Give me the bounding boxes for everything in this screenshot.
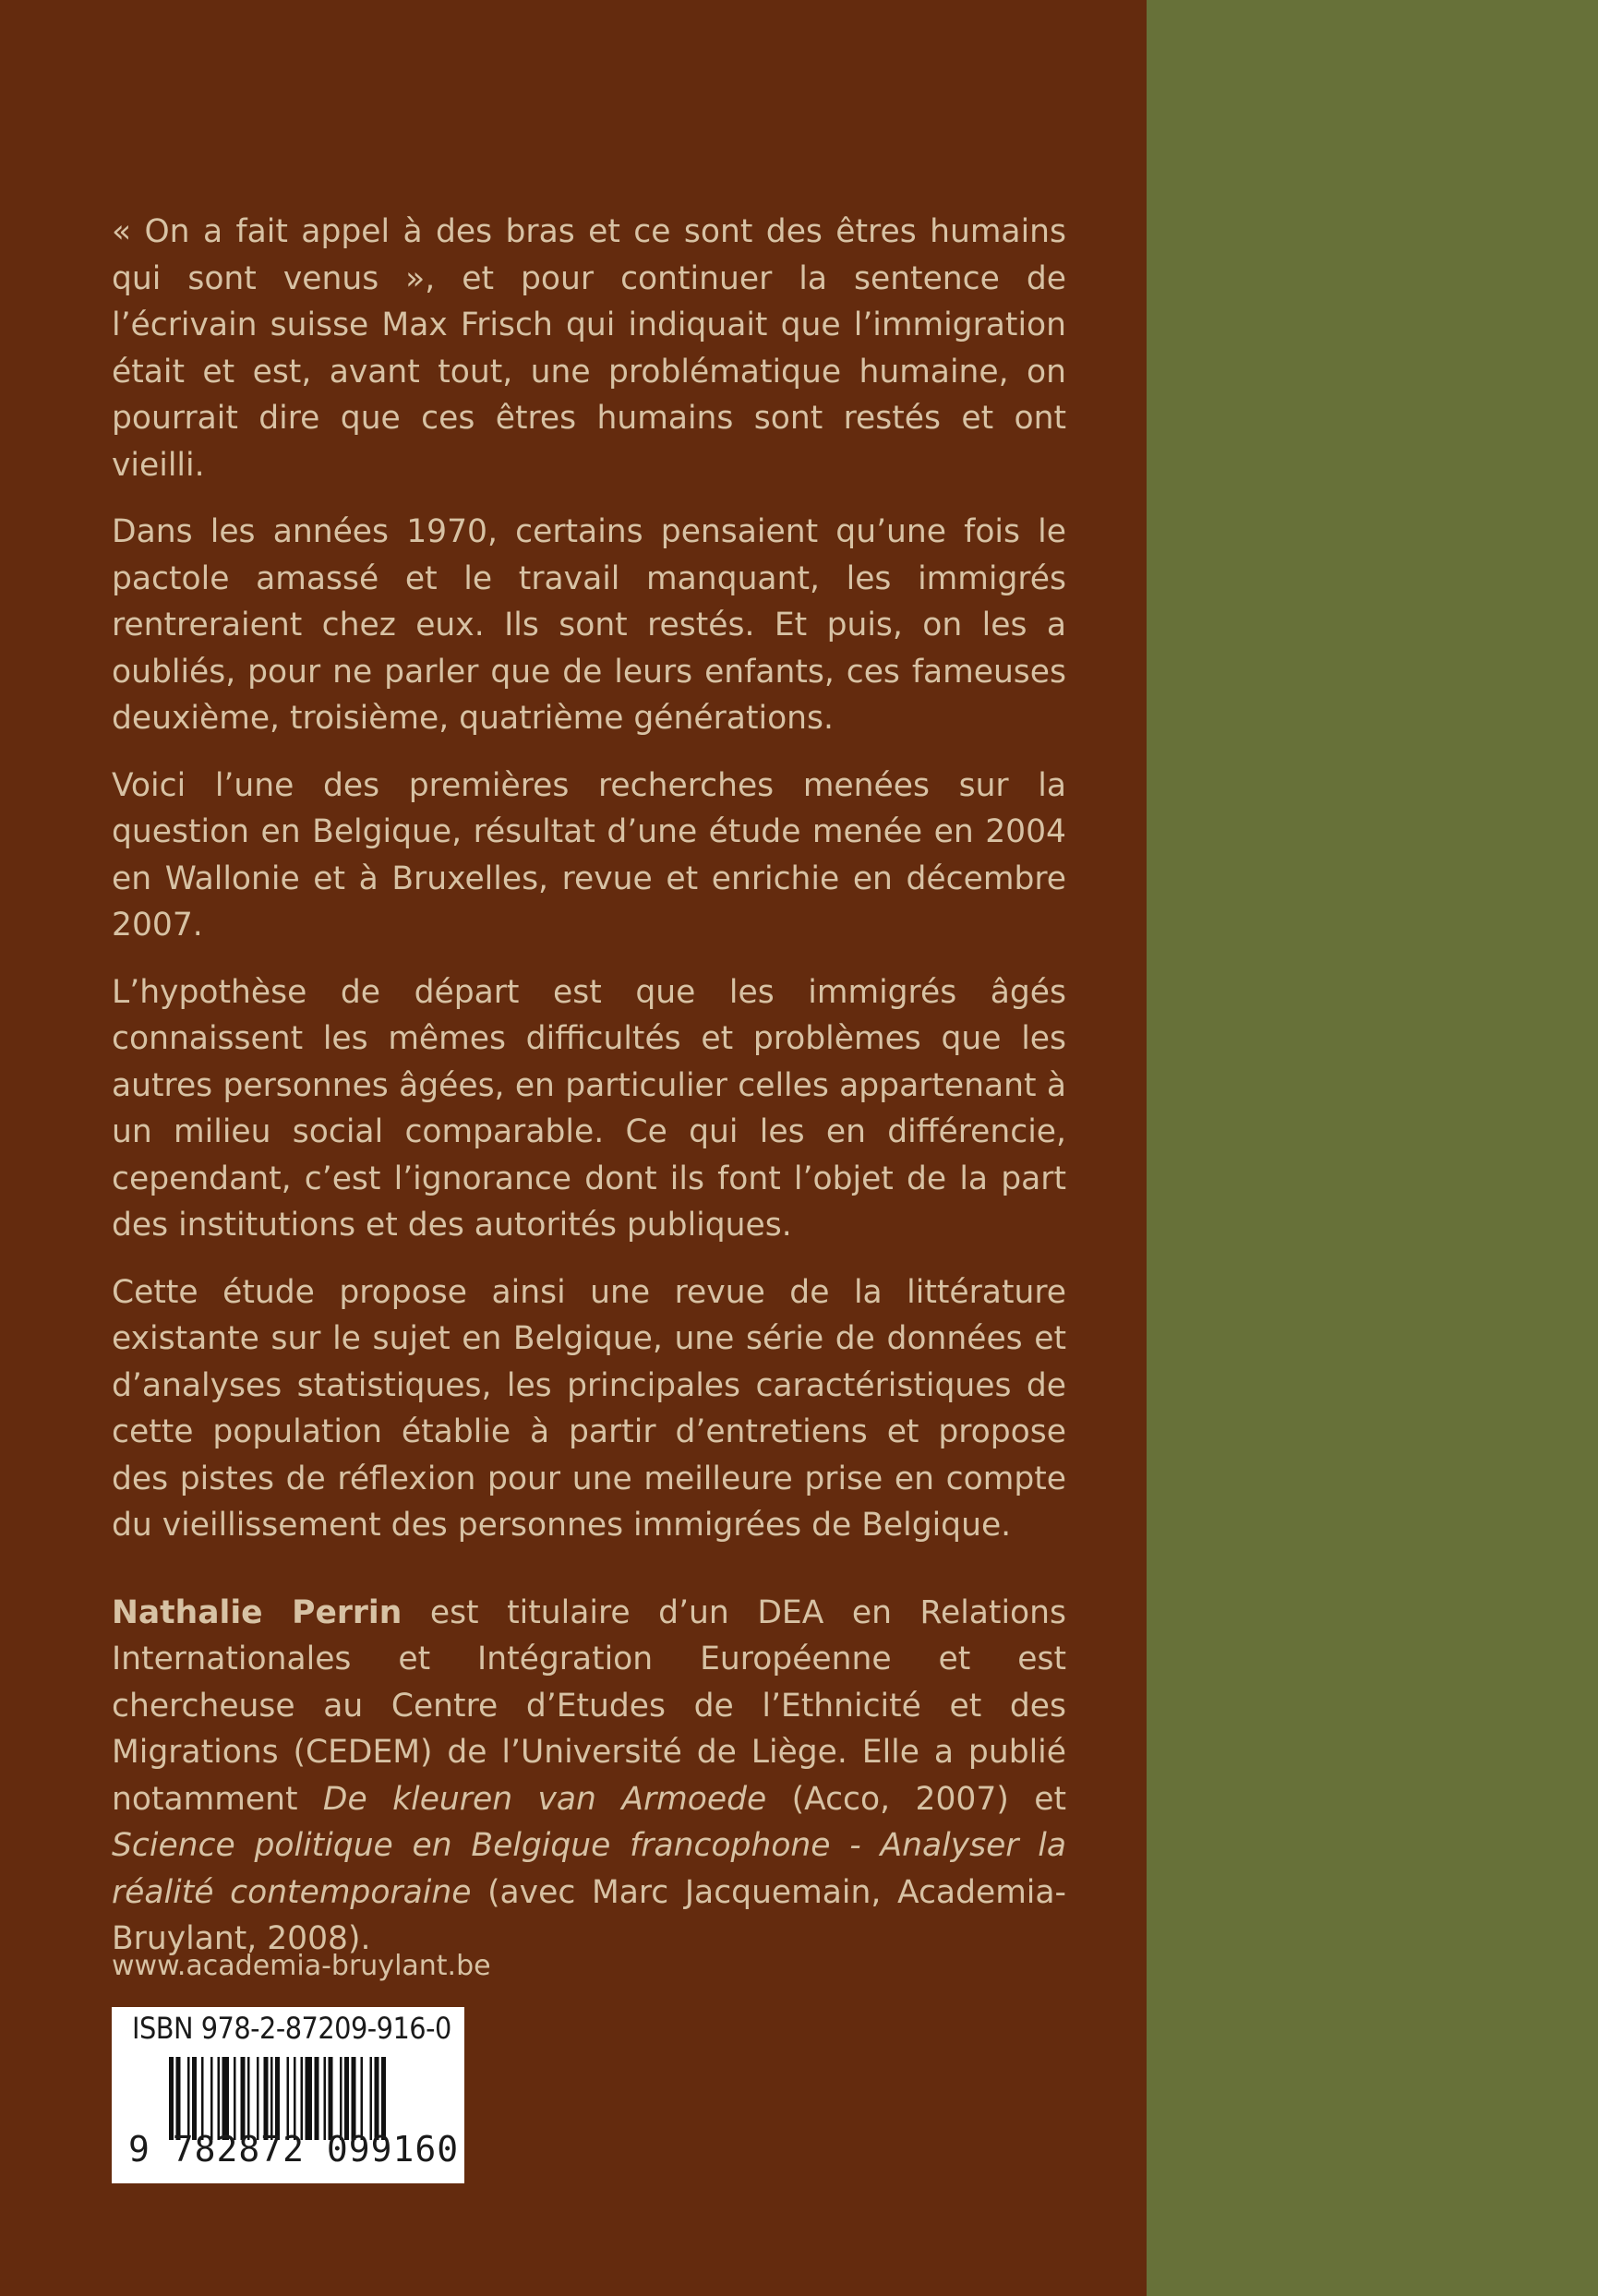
book-title-2: Science politique en Belgique francophone - Analyser la réalité contemporaine <box>112 1827 1066 1911</box>
author-name: Nathalie Perrin <box>112 1593 403 1631</box>
blurb-paragraph-4: L’hypothèse de départ est que les immigrés âgés connaissent les mêmes difficultés et problèmes que les autres personnes âgées, en particulier celles appartenant à un milieu social comparable. Ce qui les en différencie, cependant, c’est l’ignorance dont ils font l’objet de la part des institutions et des autorités publiques. <box>112 973 1066 1244</box>
blurb-paragraph-5: Cette étude propose ainsi une revue de la littérature existante sur le sujet en Belgique, une série de données et d’analyses statistiques, les principales caractéristiques de cette population établie à partir d’entretiens et propose des pistes de réflexion pour une meilleure prise en compte du vieillissement des personnes immigrées de Belgique. <box>112 1273 1066 1544</box>
author-bio <box>112 1590 1066 1963</box>
bio-text-1: est titulaire d’un DEA en Relations Internationales et Intégration Européenne et est chercheuse au Centre d’Etudes de l’Ethnicité et des Migrations (CEDEM) de l’Université de Liège. Elle a publié notamment <box>112 1593 1066 1818</box>
isbn-label: ISBN 978-2-87209-916-0 <box>132 2011 451 2046</box>
isbn-barcode-box <box>112 2007 464 2183</box>
barcode-digits: 9 782872 099160 <box>128 2129 460 2170</box>
blurb-paragraph-2: Dans les années 1970, certains pensaient qu’une fois le pactole amassé et le travail manquant, les immigrés rentreraient chez eux. Ils sont restés. Et puis, on les a oubliés, pour ne parler que de leurs enfants, ces fameuses deuxième, troisième, quatrième générations. <box>112 513 1066 737</box>
barcode-icon <box>169 2057 446 2140</box>
bio-text-3: (avec Marc Jacquemain, Academia-Bruylant, 2008). <box>112 1873 1066 1957</box>
blurb-paragraph-1: « On a fait appel à des bras et ce sont des êtres humains qui sont venus », et pour continuer la sentence de l’écrivain suisse Max Frisch qui indiquait que l’immigration était et est, avant tout, une problématique humaine, on pourrait dire que ces êtres humains sont restés et ont vieilli. <box>112 213 1066 484</box>
book-title-1: De kleuren van Armoede <box>322 1780 767 1818</box>
blurb-paragraph-3: Voici l’une des premières recherches menées sur la question en Belgique, résultat d’une étude menée en 2004 en Wallonie et à Bruxelles, revue et enrichie en décembre 2007. <box>112 766 1066 944</box>
back-cover-text <box>112 209 1066 1963</box>
green-side-strip <box>1147 0 1598 2296</box>
bio-text-2: (Acco, 2007) et <box>766 1780 1066 1818</box>
publisher-website[interactable]: www.academia-bruylant.be <box>112 1950 491 1982</box>
